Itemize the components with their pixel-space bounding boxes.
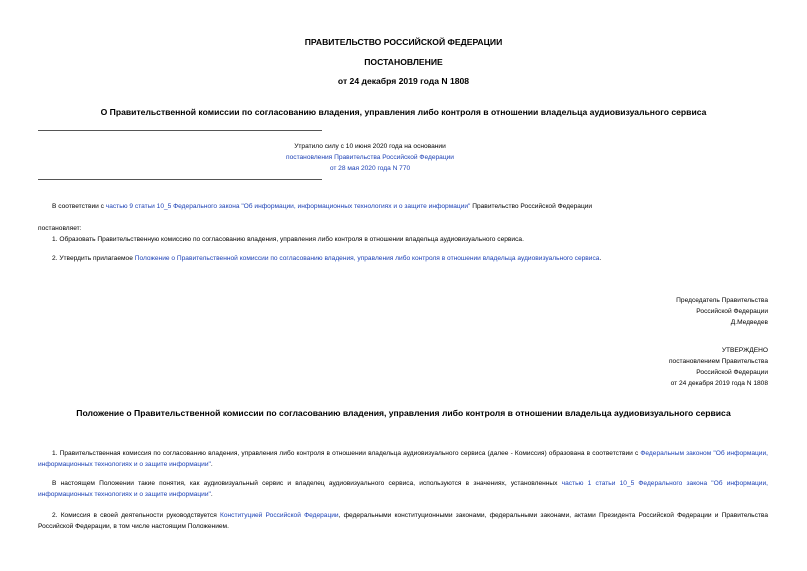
paragraph-1-text-end: . — [210, 461, 213, 468]
paragraph-2 — [38, 478, 768, 500]
signature-position: Председатель Правительства — [676, 297, 768, 304]
paragraph-3-constitution-link[interactable]: Конституцией Российской Федерации — [220, 512, 339, 519]
approval-date: от 24 декабря 2019 года N 1808 — [670, 380, 768, 387]
paragraph-3 — [38, 510, 768, 532]
document-title: О Правительственной комиссии по согласованию владения, управления либо контроля в отношении владельца аудиовизуального сервиса — [100, 107, 707, 117]
paragraph-2-law-link[interactable]: частью 1 статьи 10_5 Федерального закона "Об информации, информационных технологиях и о защите информации" — [38, 480, 768, 498]
header-date: от 24 декабря 2019 года N 1808 — [337, 76, 470, 86]
approval-country: Российской Федерации — [696, 369, 768, 376]
paragraph-2-text-end: . — [210, 491, 213, 498]
status-note — [230, 141, 510, 174]
paragraph-1-law-link[interactable]: Федеральным законом "Об информации, информационных технологиях и о защите информации" — [38, 450, 768, 468]
item-2-text-end: . — [599, 255, 602, 262]
status-link-date[interactable]: от 28 мая 2020 года N 770 — [329, 165, 411, 172]
paragraph-3-text-end: , федеральными конституционными законами, федеральными законами, актами Президента Российской Федерации и Правительства Российской Федерации, в том числе настоящим Положением. — [38, 512, 769, 530]
preamble-law-link[interactable]: частью 9 статьи 10_5 Федерального закона "Об информации, информационных технологиях и о защите информации" — [105, 203, 471, 210]
header-doc-type: ПОСТАНОВЛЕНИЕ — [364, 57, 443, 67]
paragraph-1-text: 1. Правительственная комиссия по согласованию владения, управления либо контроля в отношении владельца аудиовизуального сервиса (далее - Комиссия) образована в соответствии с — [52, 450, 641, 457]
signature-name: Д.Медведев — [730, 319, 768, 326]
decree-word: постановляет: — [38, 225, 82, 232]
item-1: 1. Образовать Правительственную комиссию по согласованию владения, управления либо контроля в отношении владельца аудиовизуального сервиса. — [52, 236, 524, 243]
item-2-regulation-link[interactable]: Положение о Правительственной комиссии по согласованию владения, управления либо контроля в отношении владельца аудиовизуального сервиса — [134, 255, 600, 262]
preamble-text: В соответствии с — [52, 203, 106, 210]
item-2 — [52, 253, 772, 264]
preamble — [52, 201, 772, 212]
divider-top — [38, 130, 322, 131]
paragraph-2-text: В настоящем Положении такие понятия, как аудиовизуальный сервис и владелец аудиовизуального сервиса, используются в значениях, установленных — [52, 480, 562, 487]
status-text: Утратило силу с 10 июня 2020 года на основании — [294, 143, 446, 150]
signature-country: Российской Федерации — [696, 308, 768, 315]
signature-block — [500, 295, 768, 328]
approval-stamp: УТВЕРЖДЕНО — [721, 347, 768, 354]
preamble-text-end: Правительство Российской Федерации — [470, 203, 593, 210]
item-2-text: 2. Утвердить прилагаемое — [52, 255, 135, 262]
paragraph-1 — [38, 448, 768, 470]
paragraph-3-text: 2. Комиссия в своей деятельности руководствуется — [52, 512, 220, 519]
approval-block — [500, 345, 768, 389]
section-title: Положение о Правительственной комиссии по согласованию владения, управления либо контроля в отношении владельца аудиовизуального сервиса — [76, 408, 731, 418]
header-government: ПРАВИТЕЛЬСТВО РОССИЙСКОЙ ФЕДЕРАЦИИ — [304, 37, 503, 47]
approval-by: постановлением Правительства — [668, 358, 768, 365]
divider-bottom — [38, 179, 322, 180]
status-link-decree[interactable]: постановления Правительства Российской Федерации — [286, 154, 454, 161]
